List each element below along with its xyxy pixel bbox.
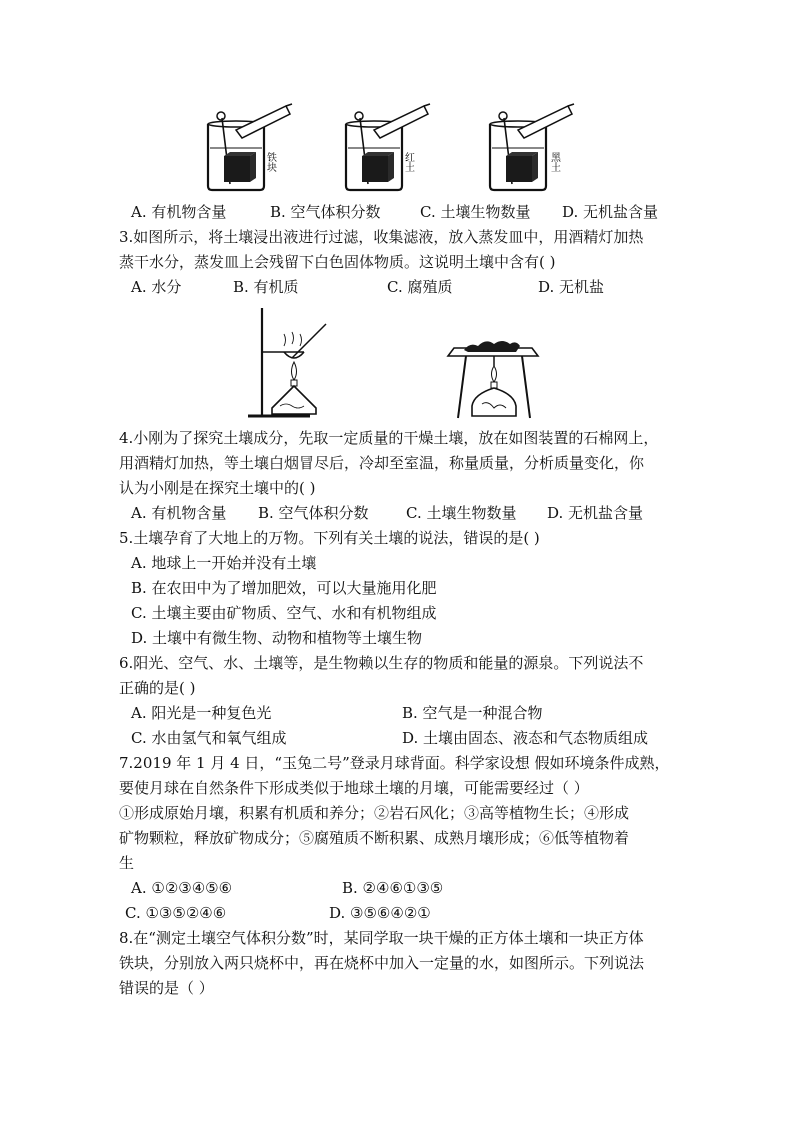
label-black-soil: 黑土	[548, 152, 560, 172]
beaker-black-soil	[490, 104, 574, 190]
q7-option-b: B. ②④⑥①③⑤	[342, 879, 444, 897]
q6-option-c: C. 水由氢气和氧气组成	[131, 729, 287, 747]
q8-line-1: 8.在“测定土壤空气体积分数”时，某同学取一块干燥的正方体土壤和一块正方体	[119, 929, 644, 947]
q4-option-d: D. 无机盐含量	[547, 504, 644, 522]
q3-option-c: C. 腐殖质	[387, 278, 453, 296]
q6-line-1: 6.阳光、空气、水、土壤等，是生物赖以生存的物质和能量的源泉。下列说法不	[119, 654, 644, 672]
label-iron: 铁块	[264, 152, 276, 172]
q4-option-a: A. 有机物含量	[131, 504, 227, 522]
q3-option-a: A. 水分	[131, 278, 182, 296]
evaporation-apparatus	[240, 304, 340, 420]
q5-stem: 5.土壤孕育了大地上的万物。下列有关土壤的说法，错误的是( )	[119, 529, 540, 547]
q4-line-3: 认为小刚是在探究土壤中的( )	[119, 479, 316, 497]
q5-option-a: A. 地球上一开始并没有土壤	[131, 554, 317, 572]
beaker-red-soil	[346, 104, 430, 190]
beaker-figure	[190, 100, 590, 196]
q7-option-a: A. ①②③④⑤⑥	[131, 879, 233, 897]
beaker-iron	[208, 104, 292, 190]
q7-line-5: 生	[119, 854, 135, 872]
q7-line-1: 7.2019 年 1 月 4 日，“玉兔二号”登录月球背面。科学家设想 假如环境条件成熟，	[119, 754, 670, 772]
heating-apparatus	[444, 336, 544, 420]
q3-line-2: 蒸干水分，蒸发皿上会残留下白色固体物质。这说明土壤中含有( )	[119, 253, 556, 271]
q7-option-c: C. ①③⑤②④⑥	[125, 904, 227, 922]
top-option-b: B. 空气体积分数	[270, 203, 381, 221]
top-option-c: C. 土壤生物数量	[420, 203, 531, 221]
q6-option-d: D. 土壤由固态、液态和气态物质组成	[402, 729, 649, 747]
q8-line-3: 错误的是（ ）	[119, 979, 214, 997]
q5-option-b: B. 在农田中为了增加肥效，可以大量施用化肥	[131, 579, 437, 597]
q4-option-b: B. 空气体积分数	[258, 504, 369, 522]
q6-line-2: 正确的是( )	[119, 679, 196, 697]
q7-option-d: D. ③⑤⑥④②①	[329, 904, 431, 922]
q4-line-1: 4.小刚为了探究土壤成分，先取一定质量的干燥土壤，放在如图装置的石棉网上，	[119, 429, 659, 447]
label-red-soil: 红土	[402, 152, 414, 172]
q7-line-2: 要使月球在自然条件下形成类似于地球土壤的月壤，可能需要经过（ ）	[119, 779, 589, 797]
q7-line-4: 矿物颗粒，释放矿物成分；⑤腐殖质不断积累、成熟月壤形成；⑥低等植物着	[119, 829, 630, 847]
top-option-a: A. 有机物含量	[131, 203, 227, 221]
q3-option-b: B. 有机质	[233, 278, 299, 296]
q5-option-d: D. 土壤中有微生物、动物和植物等土壤生物	[131, 629, 423, 647]
q7-line-3: ①形成原始月壤，积累有机质和养分；②岩石风化；③高等植物生长；④形成	[119, 804, 630, 822]
q3-line-1: 3.如图所示，将土壤浸出液进行过滤，收集滤液，放入蒸发皿中，用酒精灯加热	[119, 228, 644, 246]
q6-option-b: B. 空气是一种混合物	[402, 704, 543, 722]
q4-option-c: C. 土壤生物数量	[406, 504, 517, 522]
top-option-d: D. 无机盐含量	[562, 203, 659, 221]
q5-option-c: C. 土壤主要由矿物质、空气、水和有机物组成	[131, 604, 437, 622]
q8-line-2: 铁块，分别放入两只烧杯中，再在烧杯中加入一定量的水，如图所示。下列说法	[119, 954, 645, 972]
q3-option-d: D. 无机盐	[538, 278, 605, 296]
q4-line-2: 用酒精灯加热，等土壤白烟冒尽后，冷却至室温，称量质量，分析质量变化，你	[119, 454, 645, 472]
q6-option-a: A. 阳光是一种复色光	[131, 704, 272, 722]
